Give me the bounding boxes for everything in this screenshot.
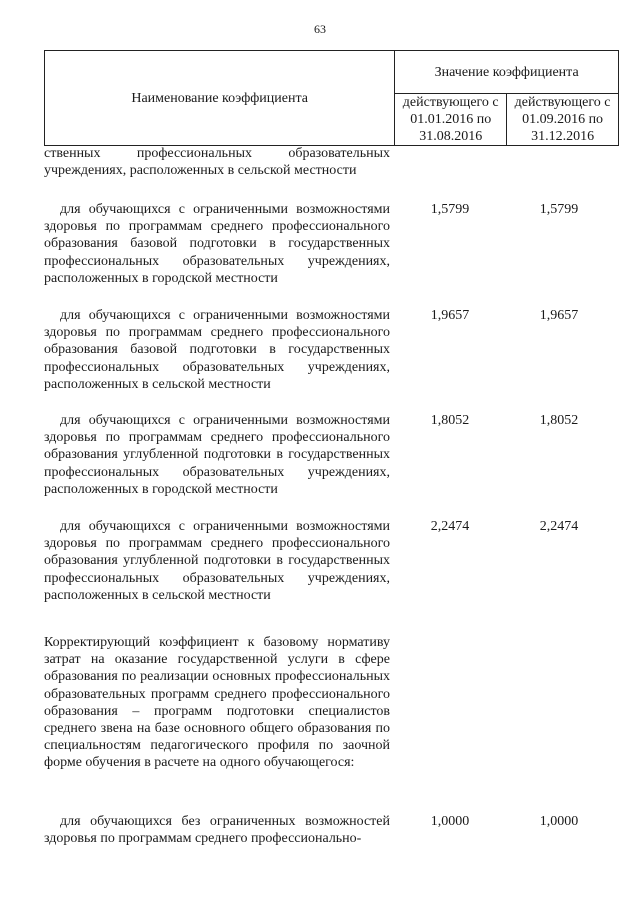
row-value-period-2: 1,8052	[539, 413, 579, 428]
name-column-header: Наименование коэффициента	[45, 51, 395, 146]
row-value-period-1: 1,5799	[430, 202, 470, 217]
row-description: для обучающихся с ограниченными возможностями здоровья по программам среднего профессионального образования углубленной подготовки в государственных профессиональных образовательных учреждениях, расположенных в городской местности	[44, 413, 390, 497]
coefficient-table-header	[44, 50, 619, 146]
value-column-header: Значение коэффициента	[395, 51, 619, 94]
period-2-header: действующего с 01.09.2016 по 31.12.2016	[507, 94, 619, 146]
period-1-header: действующего с 01.01.2016 по 31.08.2016	[395, 94, 507, 146]
page-number: 63	[314, 22, 326, 36]
row-description: для обучающихся с ограниченными возможностями здоровья по программам среднего профессионального образования базовой подготовки в государственных профессиональных образовательных учреждениях, расположенных в городской местности	[44, 202, 390, 286]
row-value-period-2: 1,0000	[539, 814, 579, 829]
row-description: для обучающихся с ограниченными возможностями здоровья по программам среднего профессионального образования углубленной подготовки в государственных профессиональных образовательных учреждениях, расположенных в сельской местности	[44, 519, 390, 603]
continuation-text: ственных профессиональных образовательных учреждениях, расположенных в сельской местности	[44, 146, 390, 179]
row-value-period-1: 1,0000	[430, 814, 470, 829]
row-value-period-2: 2,2474	[539, 519, 579, 534]
row-description: для обучающихся с ограниченными возможностями здоровья по программам среднего профессионального образования базовой подготовки в государственных профессиональных образовательных учреждениях, расположенных в сельской местности	[44, 308, 390, 392]
row-value-period-1: 1,8052	[430, 413, 470, 428]
row-value-period-1: 2,2474	[430, 519, 470, 534]
row-value-period-1: 1,9657	[430, 308, 470, 323]
row-value-period-2: 1,9657	[539, 308, 579, 323]
row-value-period-2: 1,5799	[539, 202, 579, 217]
row-description: для обучающихся без ограниченных возможностей здоровья по программам среднего профессионально-	[44, 814, 390, 847]
row-description: Корректирующий коэффициент к базовому нормативу затрат на оказание государственной услуги в сфере образования по реализации основных профессиональных образовательных программ среднего профессионального образования – программ подготовки специалистов среднего звена на базе основного общего образования по специальностям педагогического профиля по заочной форме обучения в расчете на одного обучающегося:	[44, 635, 390, 771]
